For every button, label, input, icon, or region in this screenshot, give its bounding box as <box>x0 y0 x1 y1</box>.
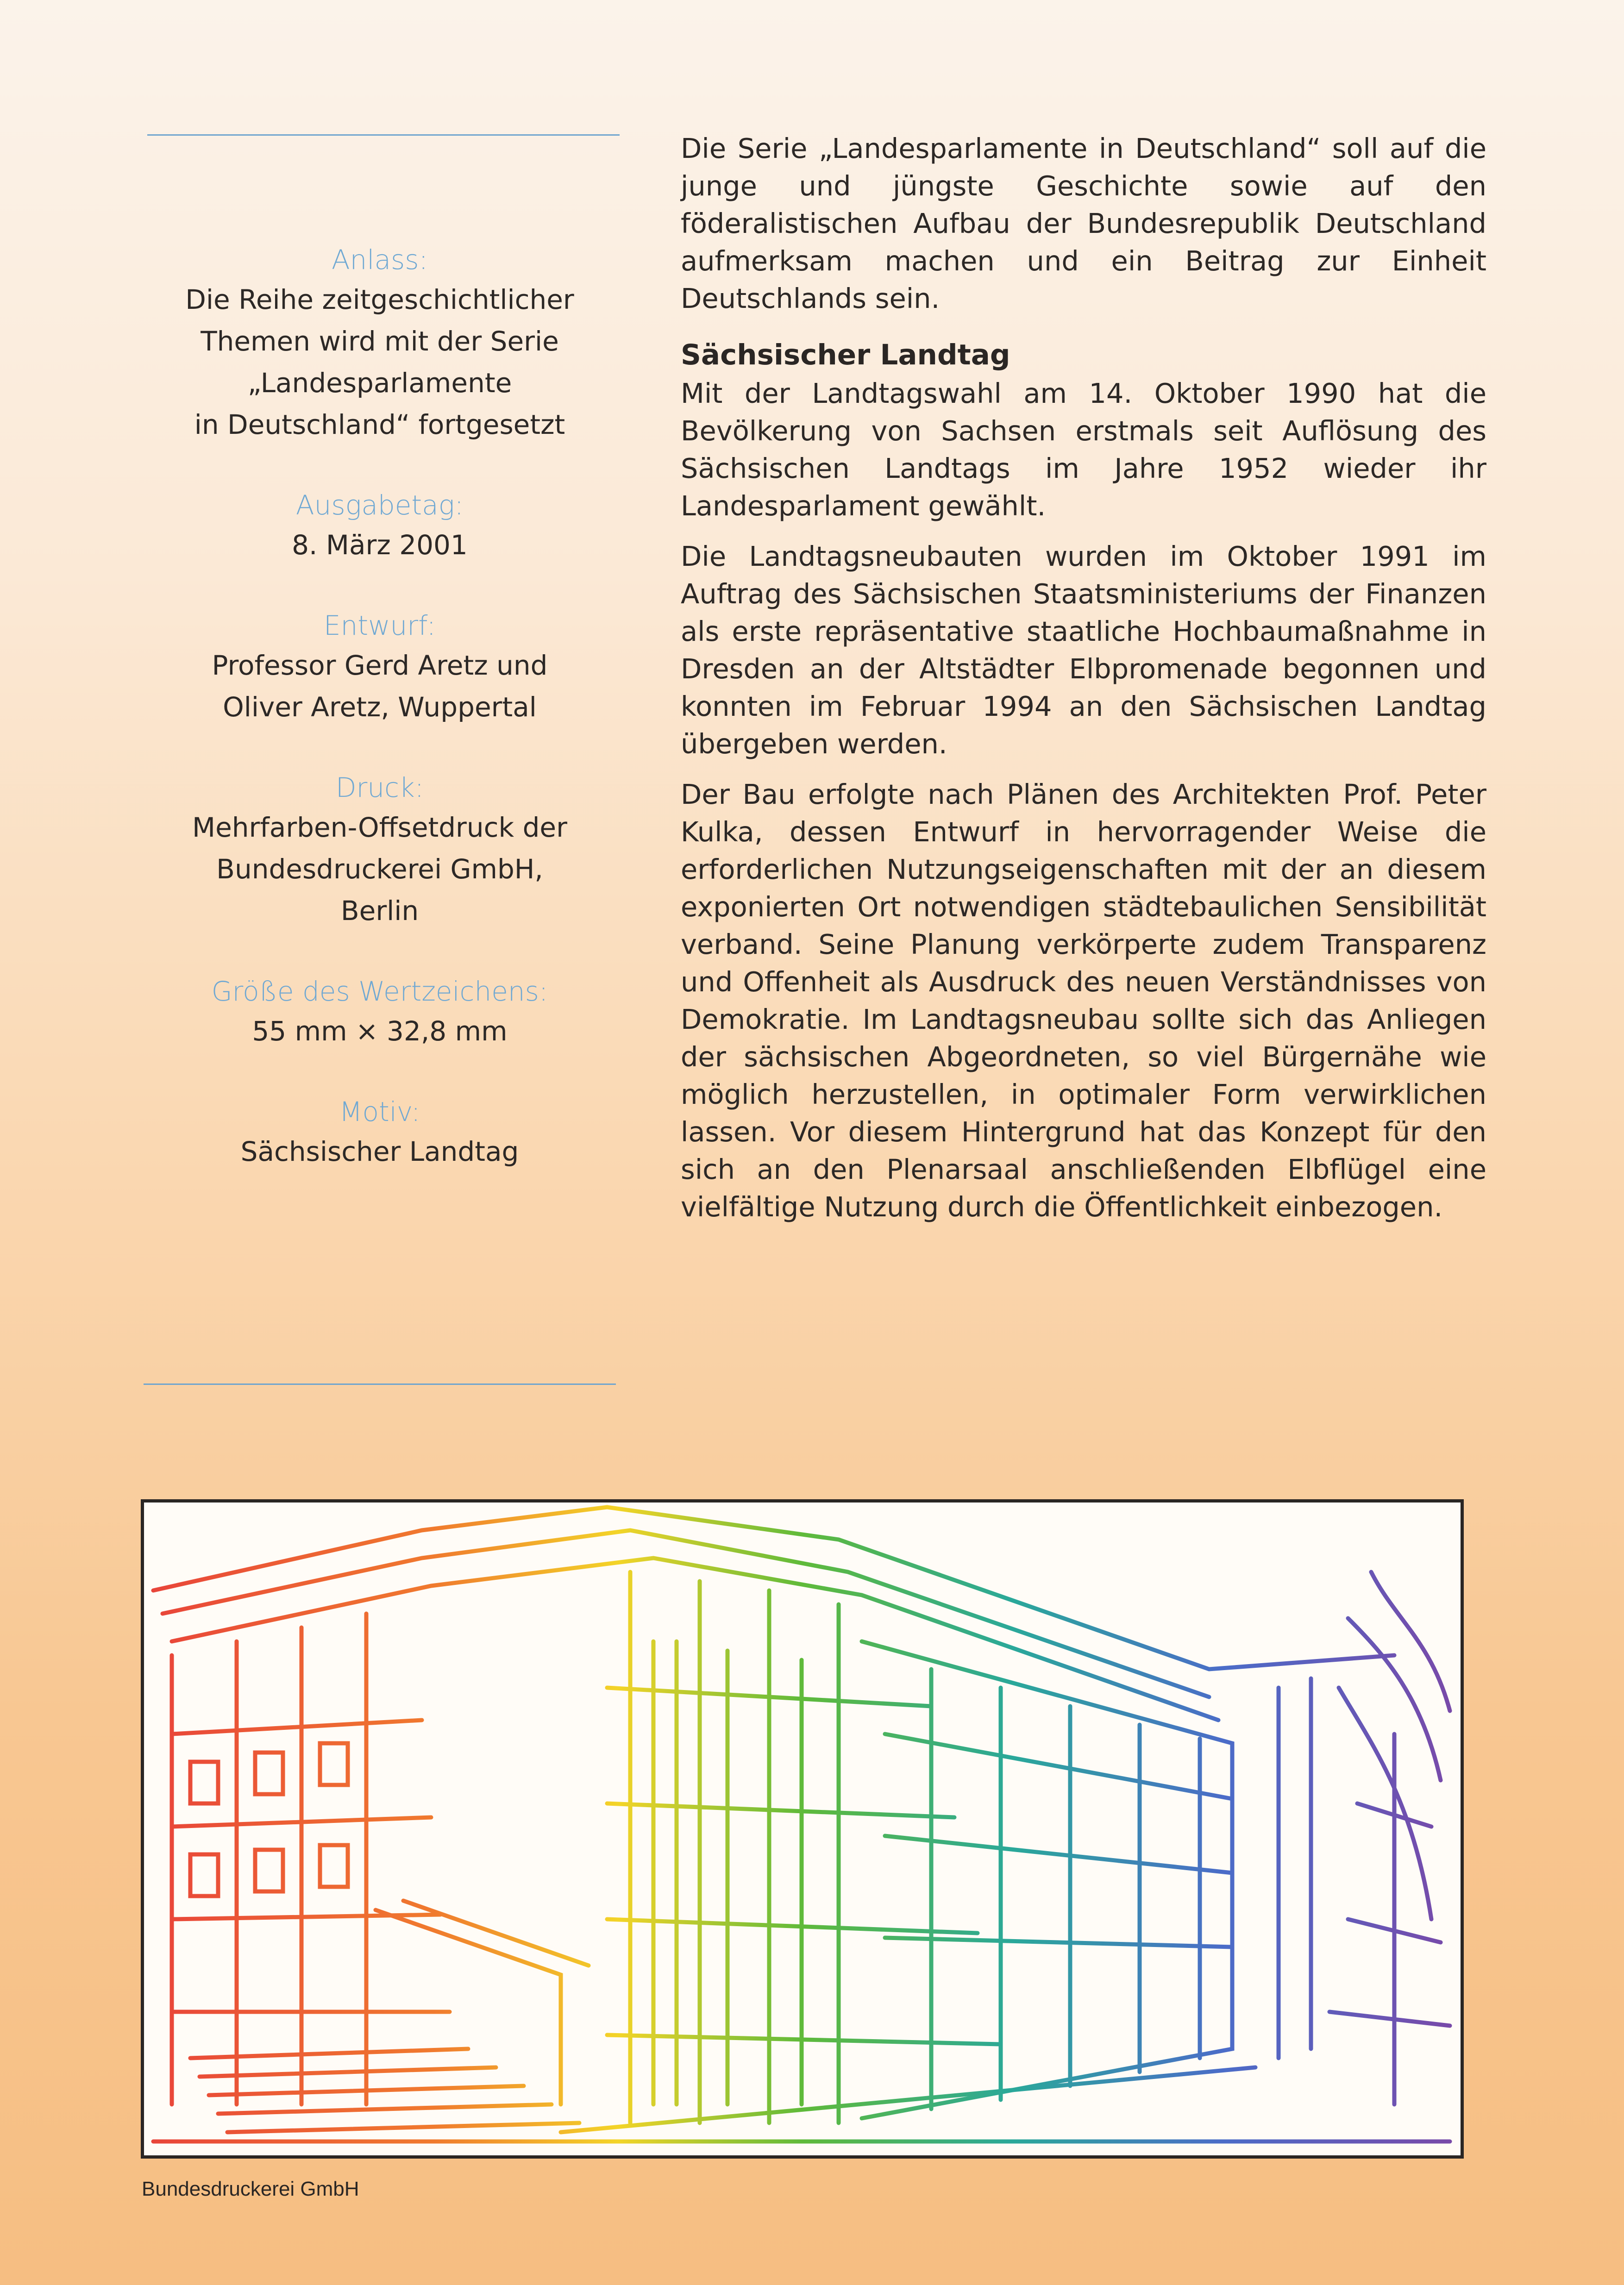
landtag-sketch <box>144 1502 1461 2155</box>
meta-value: Sächsischer Landtag <box>240 1136 519 1167</box>
building-illustration <box>141 1499 1464 2159</box>
footer-credit: Bundesdruckerei GmbH <box>142 2178 359 2200</box>
meta-value: 55 mm × 32,8 mm <box>252 1015 508 1047</box>
meta-value: Mehrfarben-Offsetdruck der Bundesdruckerei GmbH, Berlin <box>192 812 567 927</box>
meta-label: Druck: <box>335 772 424 803</box>
meta-label: Ausgabetag: <box>295 489 464 521</box>
meta-value: 8. März 2001 <box>292 529 468 561</box>
intro-paragraph: Die Serie „Landesparlamente in Deutschland“ soll auf die junge und jüngste Geschichte sowie auf den föderalistischen Aufbau der Bundesrepublik Deutschland aufmerksam machen und ein Beitrag zur Einheit Deutschlands sein. <box>681 132 1486 314</box>
section-heading: Sächsischer Landtag <box>681 338 1010 371</box>
top-divider <box>147 134 620 136</box>
body-paragraph: Der Bau erfolgte nach Plänen des Architekten Prof. Peter Kulka, dessen Entwurf in hervorragender Weise die erforderlichen Nutzungseigenschaften mit der an diesem exponierten Ort notwendigen städtebaulichen Sensibilität verband. Seine Planung verkörperte zudem Transparenz und Offenheit als Ausdruck des neuen Verständnisses von Demokratie. Im Landtagsneubau sollte sich das Anliegen der sächsischen Abgeordneten, so viel Bürgernähe wie möglich herzustellen, in optimaler Form verwirklichen lassen. Vor diesem Hintergrund hat das Konzept für den sich an den Plenarsaal anschließenden Elbflügel eine vielfältige Nutzung durch die Öffentlichkeit einbezogen. <box>681 778 1486 1223</box>
body-paragraph: Mit der Landtagswahl am 14. Oktober 1990 hat die Bevölkerung von Sachsen erstmals seit Auflösung des Sächsischen Landtags im Jahre 1952 wieder ihr Landesparlament gewählt. <box>681 377 1486 522</box>
body-paragraph: Die Landtagsneubauten wurden im Oktober 1991 im Auftrag des Sächsischen Staatsministeriums der Finanzen als erste repräsentative staatliche Hochbaumaßnahme in Dresden an der Altstädter Elbpromenade begonnen und konnten im Februar 1994 an den Sächsischen Landtag übergeben werden. <box>681 540 1486 760</box>
meta-value: Die Reihe zeitgeschichtlicher Themen wird mit der Serie „Landesparlamente in Deutschland“ fortgesetzt <box>185 284 574 440</box>
meta-motif <box>144 1093 616 1172</box>
issue-details <box>144 241 616 1213</box>
bottom-divider <box>144 1384 616 1385</box>
meta-occasion <box>144 241 616 445</box>
meta-label: Größe des Wertzeichens: <box>211 976 548 1007</box>
meta-issue-date <box>144 486 616 566</box>
meta-label: Entwurf: <box>323 610 436 641</box>
meta-value: Professor Gerd Aretz und Oliver Aretz, Wuppertal <box>212 650 548 723</box>
meta-design <box>144 607 616 728</box>
meta-label: Motiv: <box>339 1096 420 1127</box>
meta-label: Anlass: <box>331 244 428 275</box>
meta-print <box>144 769 616 932</box>
article-body <box>681 130 1486 1239</box>
meta-stamp-size <box>144 972 616 1052</box>
